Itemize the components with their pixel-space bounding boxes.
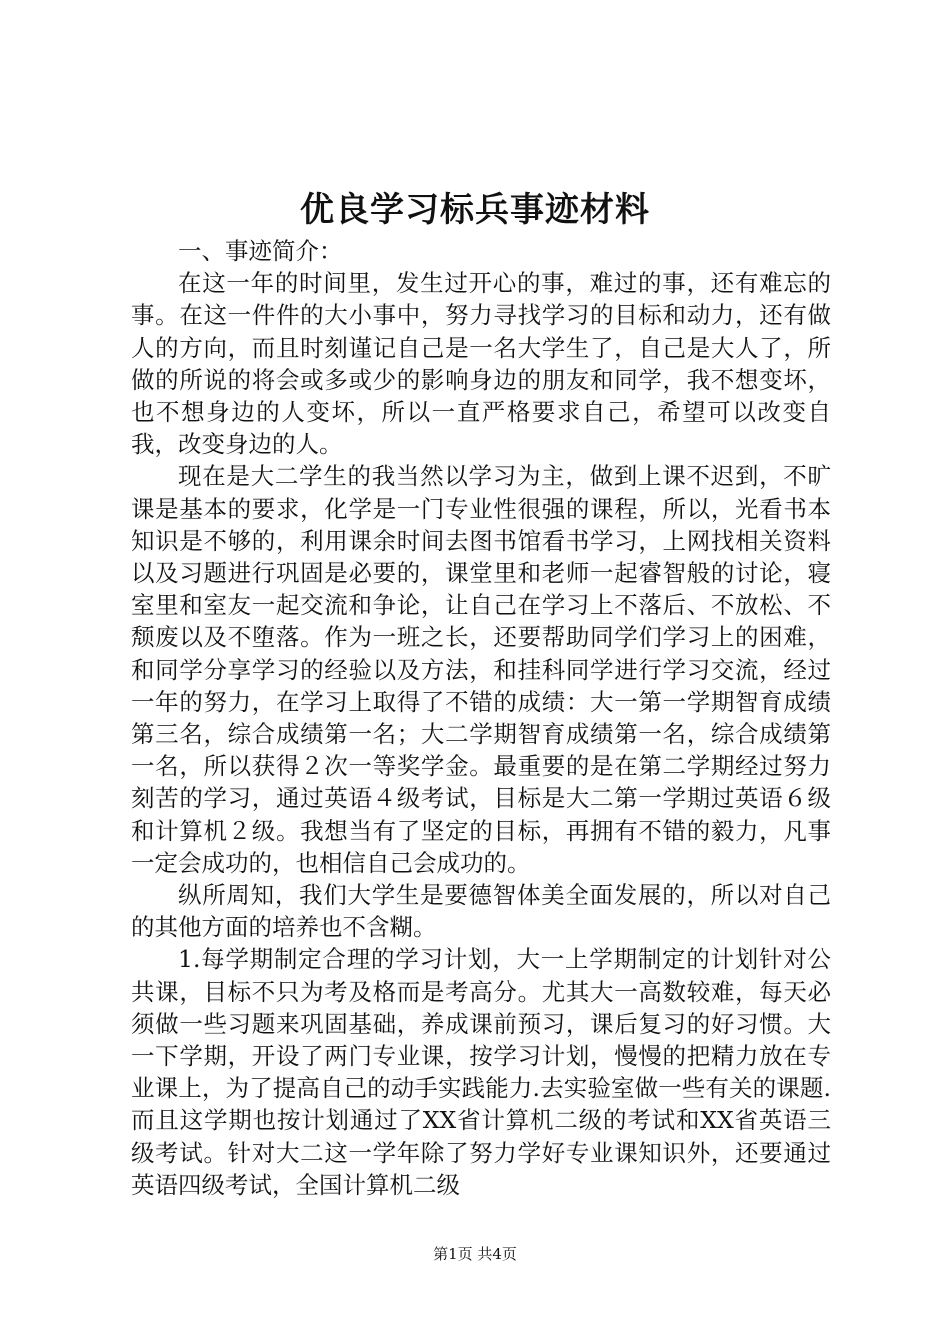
paragraph: 在这一年的时间里，发生过开心的事，难过的事，还有难忘的事。在这一件件的大小事中，努力寻找学习的目标和动力，还有做人的方向，而且时刻谨记自己是一名大学生了，自己是大人了，所做的所说的将会或多或少的影响身边的朋友和同学，我不想变坏，也不想身边的人变坏，所以一直严格要求自己，希望可以改变自我，改变身边的人。: [131, 269, 831, 459]
section-heading: 一、事迹简介：: [178, 237, 343, 265]
paragraph: 纵所周知，我们大学生是要德智体美全面发展的，所以对自己的其他方面的培养也不含糊。: [131, 881, 831, 942]
page-footer: 第1页 共4页: [433, 1245, 517, 1263]
document-title: 优良学习标兵事迹材料: [300, 190, 650, 230]
paragraph: 1.每学期制定合理的学习计划，大一上学期制定的计划针对公共课，目标不只为考及格而是考高分。尤其大一高数较难，每天必须做一些习题来巩固基础，养成课前预习，课后复习的好习惯。大一下学期，开设了两门专业课，按学习计划，慢慢的把精力放在专业课上，为了提高自己的动手实践能力.去实验室做一些有关的课题.而且这学期也按计划通过了XX省计算机二级的考试和XX省英语三级考试。针对大二这一学年除了努力学好专业课知识外，还要通过英语四级考试，全国计算机二级: [131, 945, 831, 1199]
paragraph: 现在是大二学生的我当然以学习为主，做到上课不迟到，不旷课是基本的要求，化学是一门专业性很强的课程，所以，光看书本知识是不够的，利用课余时间去图书馆看书学习，上网找相关资料以及习题进行巩固是必要的，课堂里和老师一起睿智般的讨论，寝室里和室友一起交流和争论，让自己在学习上不落后、不放松、不颓废以及不堕落。作为一班之长，还要帮助同学们学习上的困难，和同学分享学习的经验以及方法，和挂科同学进行学习交流，经过一年的努力，在学习上取得了不错的成绩：大一第一学期智育成绩第三名，综合成绩第一名；大二学期智育成绩第一名，综合成绩第一名，所以获得２次一等奖学金。最重要的是在第二学期经过努力刻苦的学习，通过英语４级考试，目标是大二第一学期过英语６级和计算机２级。我想当有了坚定的目标，再拥有不错的毅力，凡事一定会成功的，也相信自己会成功的。: [131, 462, 831, 877]
document-body: [131, 235, 831, 1201]
